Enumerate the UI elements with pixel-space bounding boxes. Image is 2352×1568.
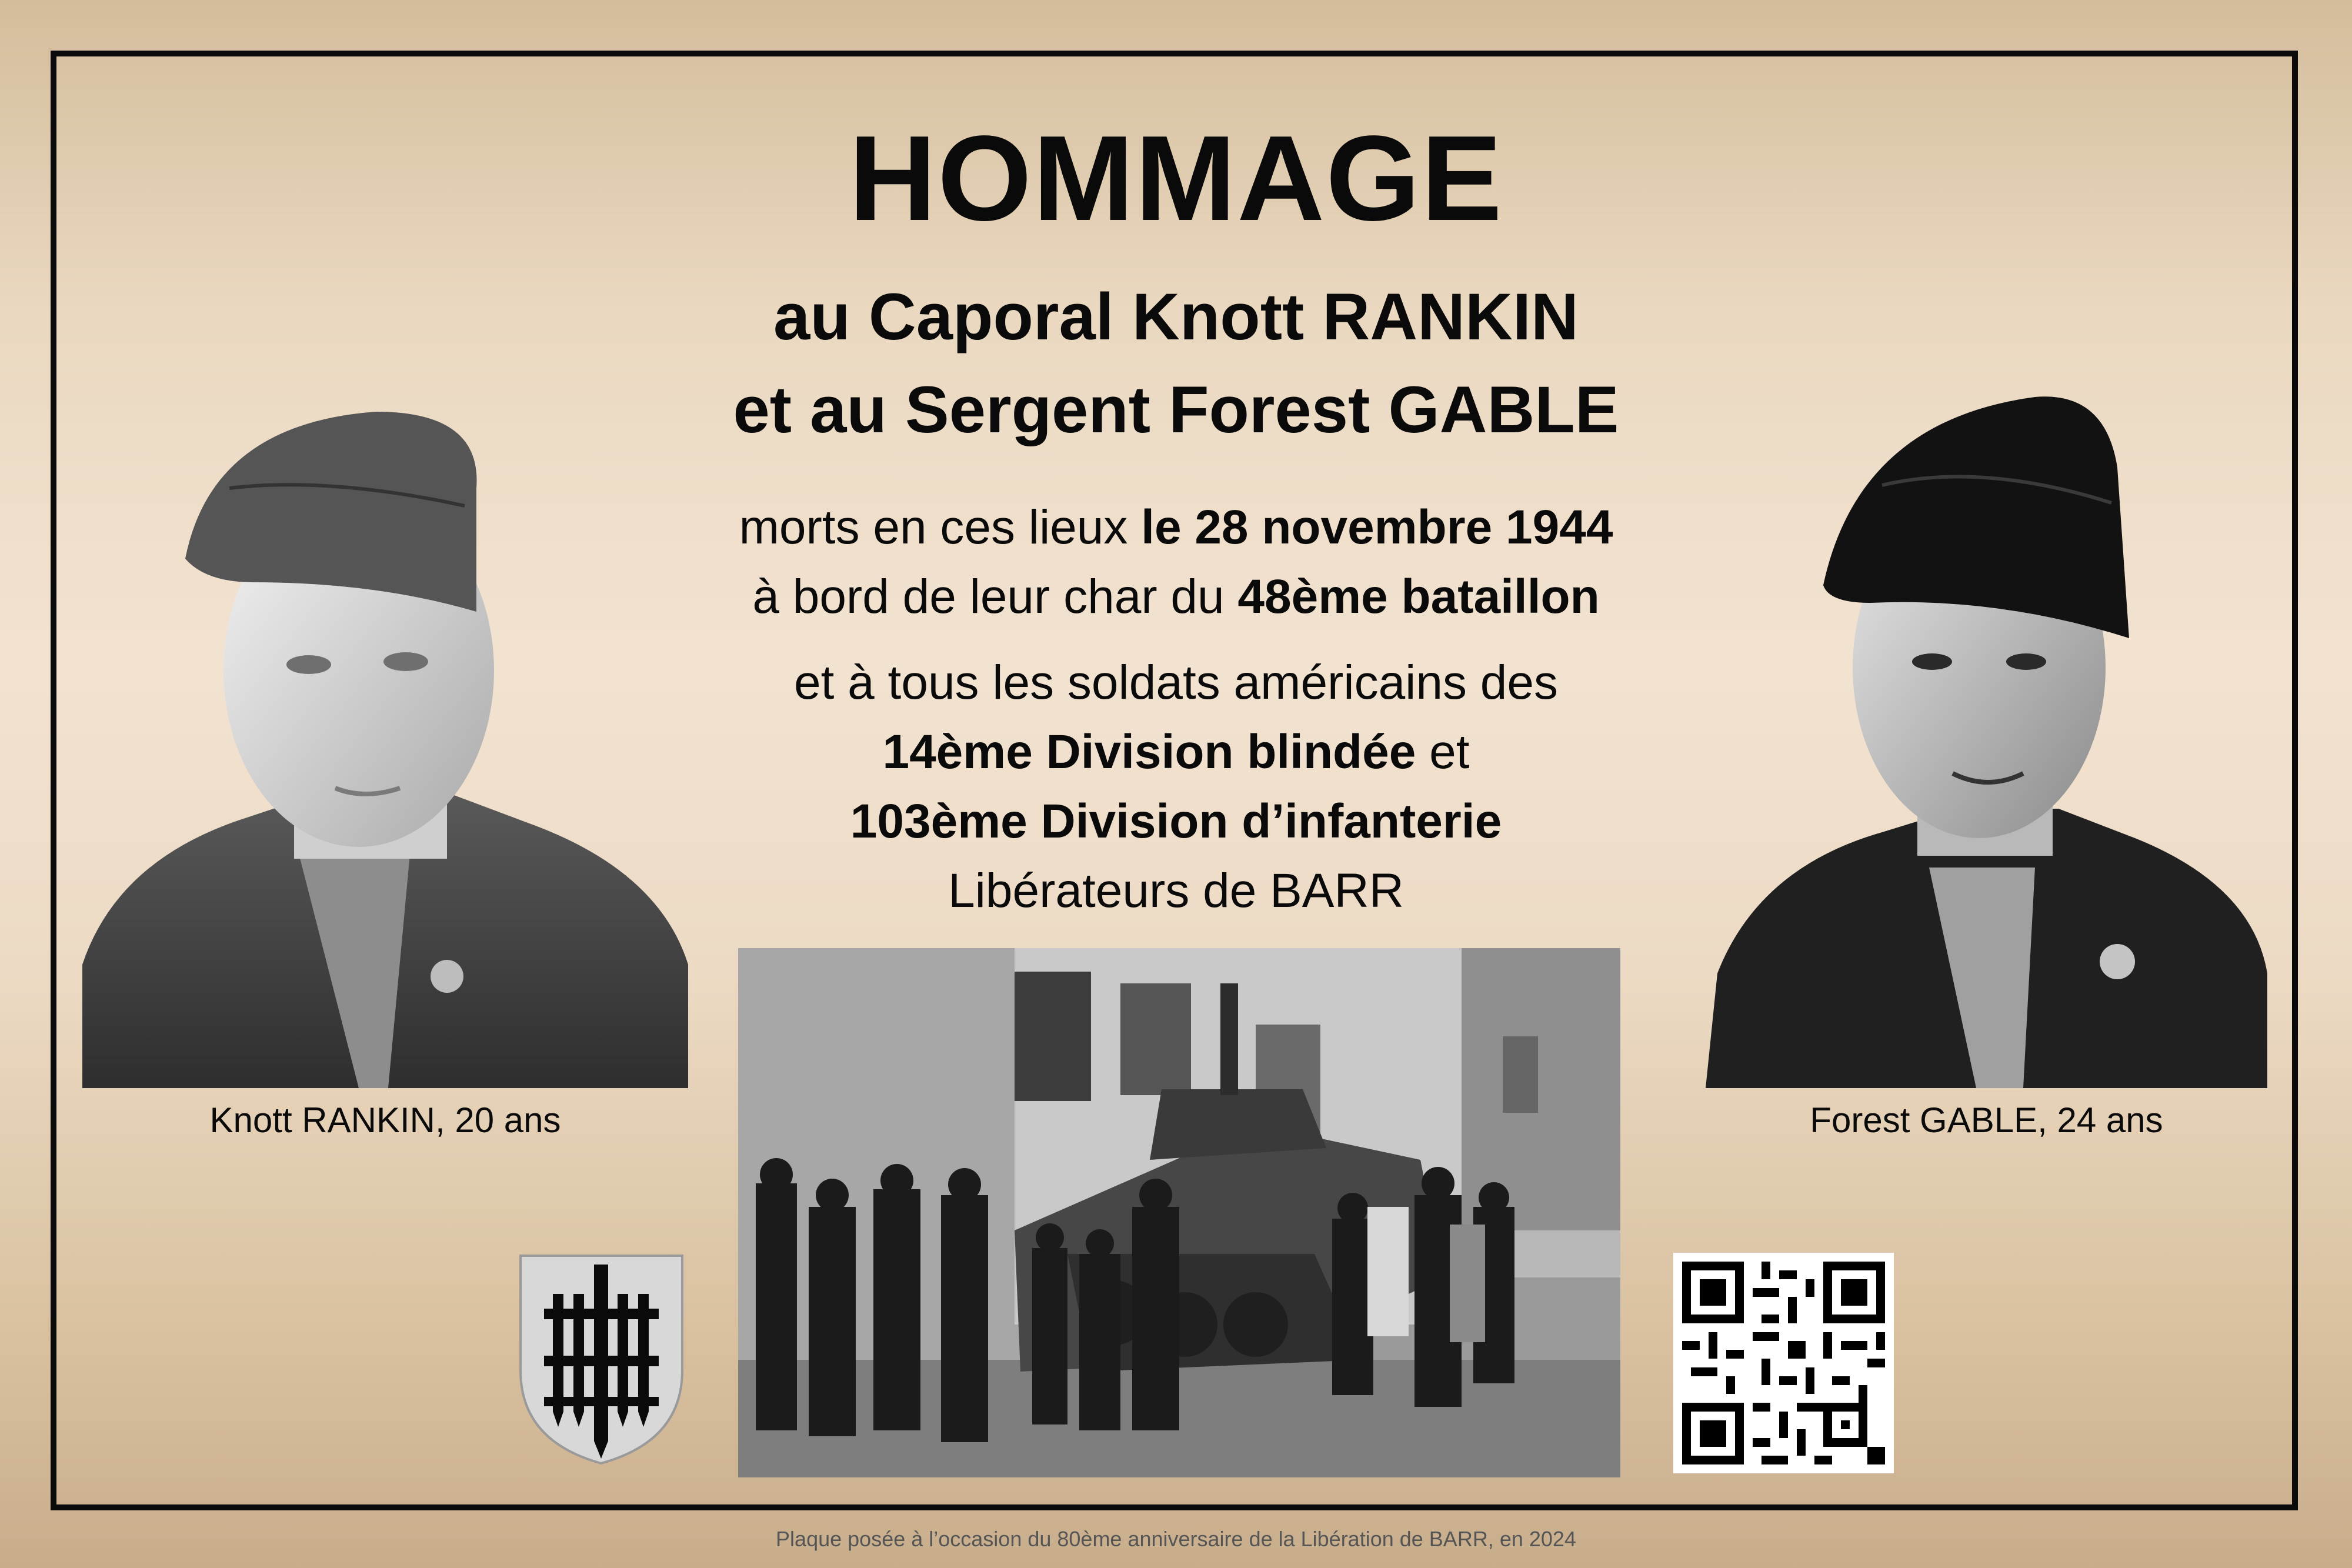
liberation-tank-photo [738, 948, 1620, 1477]
plaque-title: HOMMAGE [849, 111, 1503, 246]
dedication-line-2: et au Sergent Forest GABLE [733, 373, 1619, 446]
caption-knott-rankin: Knott RANKIN, 20 ans [209, 1100, 561, 1140]
battalion-name: 48ème bataillon [1237, 570, 1600, 623]
caption-forest-gable: Forest GABLE, 24 ans [1810, 1100, 2163, 1140]
division-1: 14ème Division blindée [882, 725, 1416, 779]
portrait-knott-rankin [82, 388, 688, 1088]
dedication-line-1: au Caporal Knott RANKIN [773, 280, 1579, 353]
qr-code-icon [1673, 1253, 1894, 1473]
footer-note: Plaque posée à l’occasion du 80ème anniversaire de la Libération de BARR, en 2024 [776, 1527, 1576, 1551]
soldiers-line: et à tous les soldats américains des [794, 656, 1558, 709]
division-1-suffix: et [1416, 725, 1470, 779]
portrait-forest-gable [1706, 385, 2267, 1088]
barr-coat-of-arms-icon [518, 1253, 685, 1464]
died-prefix: morts en ces lieux [739, 501, 1142, 554]
tank-prefix: à bord de leur char du [752, 570, 1238, 623]
division-2: 103ème Division d’infanterie [850, 795, 1502, 848]
liberators-line: Libérateurs de BARR [948, 864, 1404, 918]
died-date: le 28 novembre 1944 [1141, 501, 1613, 554]
